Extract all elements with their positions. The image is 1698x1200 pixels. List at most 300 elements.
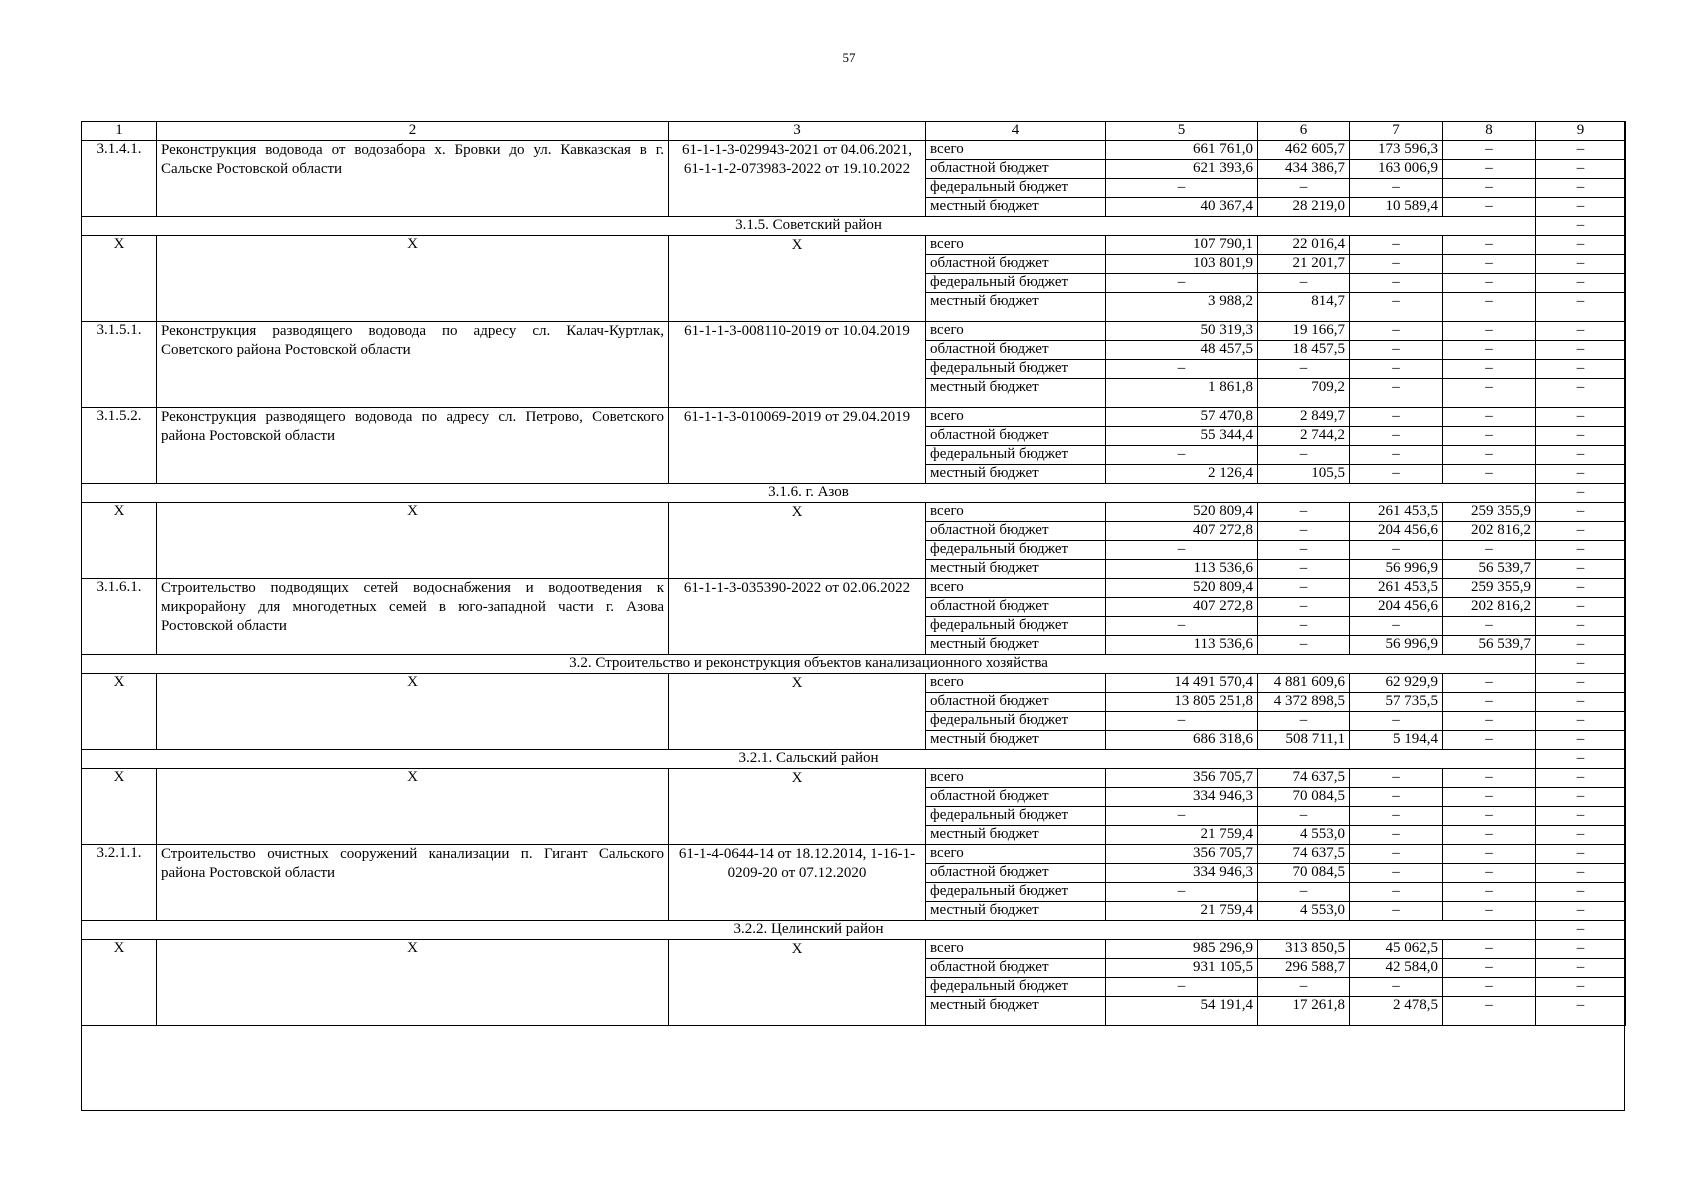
budget-source: местный бюджет [926,293,1106,322]
item-code: 61-1-4-0644-14 от 18.12.2014, 1-16-1-0209-20 от 07.12.2020 [669,845,926,921]
value-cell: – [1536,845,1626,864]
value-cell: – [1536,541,1626,560]
item-code: Х [669,674,926,750]
value-cell: – [1536,198,1626,217]
value-cell: – [1106,978,1258,997]
section-title: 3.2.2. Целинский район [82,921,1536,940]
value-cell: – [1443,360,1536,379]
item-description: Строительство очистных сооружений канализации п. Гигант Сальского района Ростовской области [157,845,669,921]
budget-table [81,121,1626,1026]
value-cell: – [1106,541,1258,560]
budget-source: местный бюджет [926,198,1106,217]
budget-source: областной бюджет [926,522,1106,541]
value-cell: 985 296,9 [1106,940,1258,959]
value-cell: – [1536,807,1626,826]
value-cell: – [1350,902,1443,921]
value-cell: 57 735,5 [1350,693,1443,712]
value-cell: 21 201,7 [1258,255,1350,274]
budget-source: всего [926,503,1106,522]
header-cell: 3 [669,122,926,141]
table-row [82,503,1626,522]
value-cell: – [1536,579,1626,598]
value-cell: – [1350,826,1443,845]
value-cell: – [1536,997,1626,1026]
item-number: 3.2.1.1. [82,845,157,921]
value-cell: 74 637,5 [1258,769,1350,788]
item-number: 3.1.6.1. [82,579,157,655]
section-col9: – [1536,750,1626,769]
section-row [82,921,1626,940]
item-code: Х [669,503,926,579]
item-description: Х [157,236,669,322]
value-cell: 407 272,8 [1106,522,1258,541]
budget-source: областной бюджет [926,864,1106,883]
value-cell: – [1443,864,1536,883]
value-cell: 22 016,4 [1258,236,1350,255]
value-cell: – [1536,522,1626,541]
value-cell: – [1258,598,1350,617]
value-cell: 313 850,5 [1258,940,1350,959]
section-row [82,655,1626,674]
value-cell: – [1536,179,1626,198]
budget-source: областной бюджет [926,160,1106,179]
budget-source: местный бюджет [926,636,1106,655]
value-cell: 14 491 570,4 [1106,674,1258,693]
value-cell: – [1536,636,1626,655]
value-cell: 28 219,0 [1258,198,1350,217]
item-description: Реконструкция разводящего водовода по адресу сл. Петрово, Советского района Ростовской области [157,408,669,484]
value-cell: 21 759,4 [1106,826,1258,845]
value-cell: – [1536,446,1626,465]
value-cell: 103 801,9 [1106,255,1258,274]
budget-source: федеральный бюджет [926,360,1106,379]
value-cell: – [1350,446,1443,465]
budget-source: всего [926,322,1106,341]
section-col9: – [1536,921,1626,940]
value-cell: – [1350,379,1443,408]
value-cell: 19 166,7 [1258,322,1350,341]
item-code: 61-1-1-3-035390-2022 от 02.06.2022 [669,579,926,655]
item-code: 61-1-1-3-029943-2021 от 04.06.2021, 61-1-1-2-073983-2022 от 19.10.2022 [669,141,926,217]
budget-source: местный бюджет [926,826,1106,845]
value-cell: 261 453,5 [1350,579,1443,598]
budget-source: всего [926,579,1106,598]
value-cell: – [1536,959,1626,978]
value-cell: – [1536,864,1626,883]
value-cell: – [1536,902,1626,921]
value-cell: – [1350,788,1443,807]
value-cell: – [1443,617,1536,636]
value-cell: – [1350,465,1443,484]
value-cell: – [1258,360,1350,379]
value-cell: – [1258,978,1350,997]
header-cell: 9 [1536,122,1626,141]
value-cell: – [1106,360,1258,379]
value-cell: – [1258,883,1350,902]
value-cell: 56 539,7 [1443,636,1536,655]
budget-source: федеральный бюджет [926,978,1106,997]
value-cell: – [1350,322,1443,341]
value-cell: – [1443,845,1536,864]
value-cell: – [1536,341,1626,360]
section-row [82,484,1626,503]
budget-source: областной бюджет [926,255,1106,274]
value-cell: – [1350,360,1443,379]
value-cell: 508 711,1 [1258,731,1350,750]
header-cell: 8 [1443,122,1536,141]
value-cell: – [1106,179,1258,198]
value-cell: – [1443,769,1536,788]
value-cell: 462 605,7 [1258,141,1350,160]
value-cell: – [1350,341,1443,360]
value-cell: – [1443,541,1536,560]
section-row [82,217,1626,236]
budget-source: федеральный бюджет [926,274,1106,293]
value-cell: – [1258,712,1350,731]
item-number: Х [82,236,157,322]
value-cell: – [1350,769,1443,788]
value-cell: 18 457,5 [1258,341,1350,360]
value-cell: 56 996,9 [1350,560,1443,579]
value-cell: – [1258,446,1350,465]
table-row [82,940,1626,959]
header-row [82,122,1626,141]
value-cell: – [1350,807,1443,826]
value-cell: 520 809,4 [1106,503,1258,522]
value-cell: – [1443,141,1536,160]
value-cell: 2 126,4 [1106,465,1258,484]
value-cell: 40 367,4 [1106,198,1258,217]
value-cell: 57 470,8 [1106,408,1258,427]
value-cell: 163 006,9 [1350,160,1443,179]
item-number: Х [82,769,157,845]
value-cell: 2 849,7 [1258,408,1350,427]
value-cell: 55 344,4 [1106,427,1258,446]
value-cell: – [1536,693,1626,712]
budget-source: местный бюджет [926,379,1106,408]
value-cell: – [1106,274,1258,293]
value-cell: – [1536,826,1626,845]
value-cell: – [1536,141,1626,160]
value-cell: 686 318,6 [1106,731,1258,750]
value-cell: – [1536,617,1626,636]
budget-source: всего [926,940,1106,959]
table-row [82,141,1626,160]
table-row [82,769,1626,788]
value-cell: 50 319,3 [1106,322,1258,341]
value-cell: – [1350,617,1443,636]
value-cell: – [1443,674,1536,693]
value-cell: 113 536,6 [1106,560,1258,579]
item-description: Х [157,503,669,579]
value-cell: – [1443,322,1536,341]
value-cell: 814,7 [1258,293,1350,322]
budget-source: всего [926,674,1106,693]
value-cell: – [1443,693,1536,712]
budget-source: местный бюджет [926,465,1106,484]
budget-source: всего [926,769,1106,788]
value-cell: – [1443,465,1536,484]
value-cell: – [1443,179,1536,198]
value-cell: – [1258,807,1350,826]
budget-source: областной бюджет [926,788,1106,807]
header-cell: 4 [926,122,1106,141]
value-cell: 407 272,8 [1106,598,1258,617]
value-cell: – [1106,617,1258,636]
value-cell: – [1443,788,1536,807]
value-cell: 45 062,5 [1350,940,1443,959]
value-cell: 17 261,8 [1258,997,1350,1026]
value-cell: – [1258,503,1350,522]
value-cell: 296 588,7 [1258,959,1350,978]
value-cell: 74 637,5 [1258,845,1350,864]
value-cell: – [1443,959,1536,978]
value-cell: – [1536,160,1626,179]
value-cell: – [1443,427,1536,446]
item-description: Строительство подводящих сетей водоснабжения и водоотведения к микрорайону для многодетных семей в юго-западной части г. Азова Ростовской области [157,579,669,655]
budget-source: федеральный бюджет [926,883,1106,902]
value-cell: 70 084,5 [1258,864,1350,883]
value-cell: – [1350,408,1443,427]
value-cell: – [1350,255,1443,274]
budget-source: областной бюджет [926,427,1106,446]
section-title: 3.2. Строительство и реконструкция объектов канализационного хозяйства [82,655,1536,674]
table-row [82,674,1626,693]
value-cell: – [1536,978,1626,997]
budget-source: федеральный бюджет [926,541,1106,560]
budget-source: областной бюджет [926,598,1106,617]
item-number: Х [82,674,157,750]
budget-source: федеральный бюджет [926,807,1106,826]
value-cell: – [1350,883,1443,902]
value-cell: 202 816,2 [1443,522,1536,541]
value-cell: – [1536,769,1626,788]
value-cell: – [1536,883,1626,902]
budget-source: местный бюджет [926,902,1106,921]
section-col9: – [1536,484,1626,503]
table-row [82,322,1626,341]
value-cell: 261 453,5 [1350,503,1443,522]
table-row [82,579,1626,598]
value-cell: 520 809,4 [1106,579,1258,598]
value-cell: 4 372 898,5 [1258,693,1350,712]
section-title: 3.1.5. Советский район [82,217,1536,236]
value-cell: 3 988,2 [1106,293,1258,322]
value-cell: – [1106,807,1258,826]
value-cell: 202 816,2 [1443,598,1536,617]
item-code: Х [669,769,926,845]
value-cell: – [1350,712,1443,731]
budget-source: областной бюджет [926,693,1106,712]
value-cell: 204 456,6 [1350,522,1443,541]
value-cell: – [1443,446,1536,465]
value-cell: 334 946,3 [1106,864,1258,883]
value-cell: 113 536,6 [1106,636,1258,655]
value-cell: – [1106,883,1258,902]
value-cell: – [1443,274,1536,293]
value-cell: – [1536,731,1626,750]
value-cell: 107 790,1 [1106,236,1258,255]
header-cell: 2 [157,122,669,141]
value-cell: – [1536,940,1626,959]
item-number: 3.1.5.1. [82,322,157,408]
value-cell: 105,5 [1258,465,1350,484]
value-cell: – [1443,341,1536,360]
value-cell: 356 705,7 [1106,845,1258,864]
header-cell: 7 [1350,122,1443,141]
value-cell: – [1258,579,1350,598]
value-cell: – [1443,902,1536,921]
item-number: 3.1.5.2. [82,408,157,484]
value-cell: – [1536,236,1626,255]
value-cell: – [1536,255,1626,274]
value-cell: 56 539,7 [1443,560,1536,579]
header-cell: 6 [1258,122,1350,141]
value-cell: – [1443,940,1536,959]
budget-source: всего [926,141,1106,160]
value-cell: – [1258,274,1350,293]
header-cell: 5 [1106,122,1258,141]
value-cell: – [1536,293,1626,322]
item-number: Х [82,503,157,579]
item-code: Х [669,236,926,322]
value-cell: – [1258,179,1350,198]
item-description: Реконструкция водовода от водозабора х. Бровки до ул. Кавказская в г. Сальске Ростовской области [157,141,669,217]
value-cell: – [1443,379,1536,408]
value-cell: 70 084,5 [1258,788,1350,807]
value-cell: – [1536,408,1626,427]
value-cell: – [1443,198,1536,217]
value-cell: – [1350,541,1443,560]
section-col9: – [1536,217,1626,236]
value-cell: 42 584,0 [1350,959,1443,978]
item-description: Х [157,769,669,845]
value-cell: – [1536,503,1626,522]
value-cell: – [1350,845,1443,864]
value-cell: 709,2 [1258,379,1350,408]
value-cell: 259 355,9 [1443,579,1536,598]
value-cell: – [1443,826,1536,845]
value-cell: – [1258,522,1350,541]
value-cell: – [1350,864,1443,883]
value-cell: – [1443,883,1536,902]
value-cell: – [1443,807,1536,826]
value-cell: – [1106,446,1258,465]
value-cell: – [1443,236,1536,255]
value-cell: – [1258,617,1350,636]
value-cell: – [1536,274,1626,293]
table-row [82,408,1626,427]
budget-source: федеральный бюджет [926,179,1106,198]
value-cell: 1 861,8 [1106,379,1258,408]
value-cell: – [1536,560,1626,579]
budget-source: областной бюджет [926,959,1106,978]
value-cell: 2 744,2 [1258,427,1350,446]
value-cell: 5 194,4 [1350,731,1443,750]
budget-source: всего [926,408,1106,427]
budget-source: местный бюджет [926,731,1106,750]
budget-source: федеральный бюджет [926,712,1106,731]
value-cell: – [1443,293,1536,322]
value-cell: – [1536,427,1626,446]
value-cell: – [1350,179,1443,198]
value-cell: – [1443,408,1536,427]
budget-source: всего [926,845,1106,864]
budget-source: федеральный бюджет [926,617,1106,636]
value-cell: – [1106,712,1258,731]
item-number: Х [82,940,157,1026]
item-description: Х [157,940,669,1026]
value-cell: – [1350,978,1443,997]
item-description: Реконструкция разводящего водовода по адресу сл. Калач-Куртлак, Советского района Ростовской области [157,322,669,408]
item-code: 61-1-1-3-008110-2019 от 10.04.2019 [669,322,926,408]
value-cell: – [1443,255,1536,274]
budget-source: федеральный бюджет [926,446,1106,465]
item-code: 61-1-1-3-010069-2019 от 29.04.2019 [669,408,926,484]
value-cell: – [1350,427,1443,446]
value-cell: – [1350,293,1443,322]
budget-source: местный бюджет [926,560,1106,579]
budget-source: всего [926,236,1106,255]
value-cell: 48 457,5 [1106,341,1258,360]
budget-source: местный бюджет [926,997,1106,1026]
section-col9: – [1536,655,1626,674]
value-cell: – [1536,379,1626,408]
value-cell: 4 881 609,6 [1258,674,1350,693]
budget-source: областной бюджет [926,341,1106,360]
value-cell: 4 553,0 [1258,826,1350,845]
value-cell: 56 996,9 [1350,636,1443,655]
value-cell: 434 386,7 [1258,160,1350,179]
value-cell: 356 705,7 [1106,769,1258,788]
value-cell: – [1258,560,1350,579]
value-cell: 21 759,4 [1106,902,1258,921]
value-cell: – [1536,322,1626,341]
value-cell: – [1443,160,1536,179]
table-row [82,845,1626,864]
table-row [82,236,1626,255]
value-cell: – [1258,541,1350,560]
value-cell: – [1536,712,1626,731]
value-cell: – [1536,598,1626,617]
value-cell: – [1443,731,1536,750]
value-cell: 334 946,3 [1106,788,1258,807]
value-cell: – [1536,360,1626,379]
value-cell: 62 929,9 [1350,674,1443,693]
header-cell: 1 [82,122,157,141]
value-cell: – [1443,978,1536,997]
value-cell: – [1443,997,1536,1026]
value-cell: – [1536,465,1626,484]
value-cell: – [1536,788,1626,807]
value-cell: 173 596,3 [1350,141,1443,160]
value-cell: 204 456,6 [1350,598,1443,617]
value-cell: 10 589,4 [1350,198,1443,217]
value-cell: – [1258,636,1350,655]
item-description: Х [157,674,669,750]
value-cell: – [1536,674,1626,693]
value-cell: 259 355,9 [1443,503,1536,522]
item-code: Х [669,940,926,1026]
item-number: 3.1.4.1. [82,141,157,217]
value-cell: – [1443,712,1536,731]
value-cell: 13 805 251,8 [1106,693,1258,712]
value-cell: – [1350,274,1443,293]
page-number: 57 [842,50,856,65]
value-cell: 621 393,6 [1106,160,1258,179]
section-title: 3.2.1. Сальский район [82,750,1536,769]
value-cell: 2 478,5 [1350,997,1443,1026]
